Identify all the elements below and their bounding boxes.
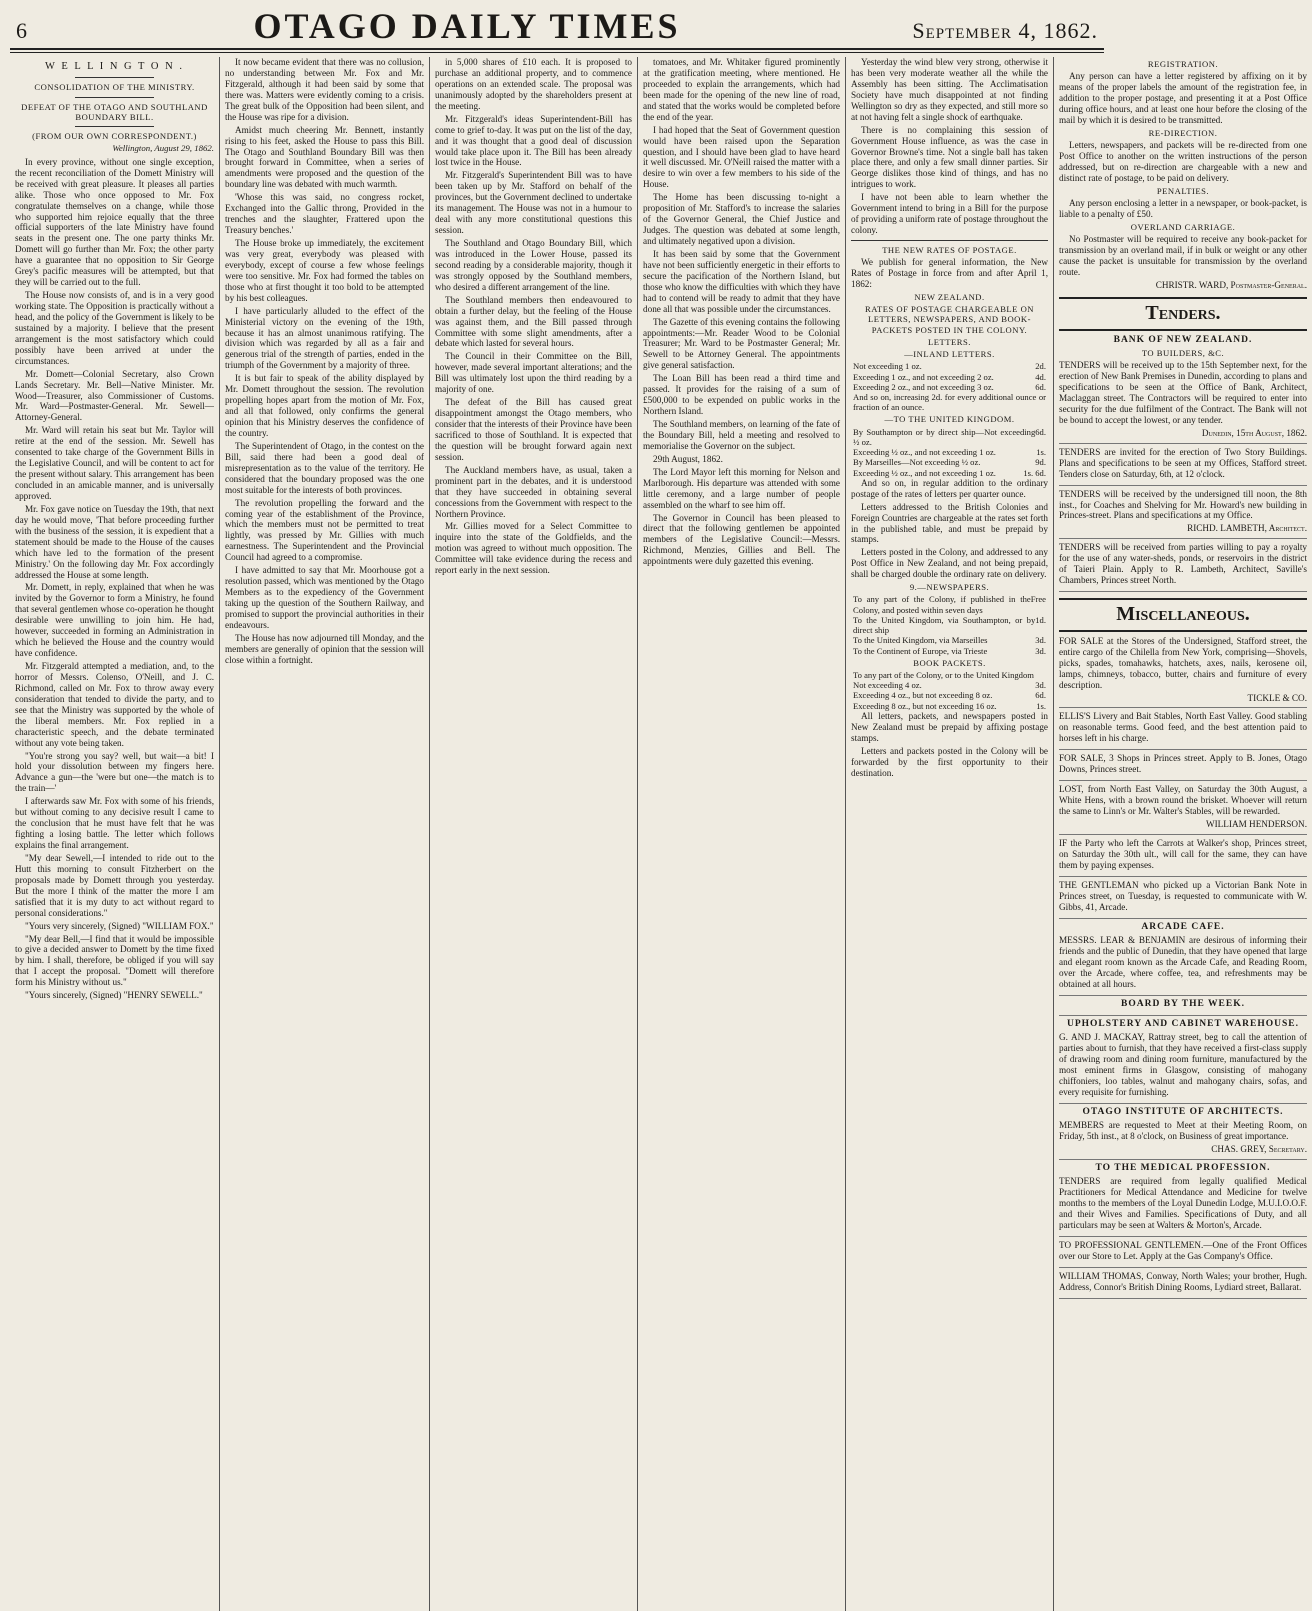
rate-row [851, 594, 1048, 614]
ad-title: BOARD BY THE WEEK. [1121, 998, 1245, 1009]
tender-signer: Dunedin, 15th August, 1862. [1201, 427, 1307, 438]
rate-value: 6d. [1035, 381, 1046, 392]
article-paragraph: In every province, without one single exception, the recent reconciliation of the Domett Ministry will be received with great pleasure. It pleases all parties alike. Those who once opposed to Mr. Fox congratulate themselves on a change, while those who supported him rejoice equally that the three official supporters of the late Ministry have found seats in the present one. The one party thinks Mr. Domett will go further than Mr. Fox; the other party have a guarantee that no opposition to Sir George Grey's pacific measures will be attempted, but that they will be carried out to the full. [15, 156, 214, 288]
tender-text: TENDERS are invited for the erection of Two Story Buildings. Plans and specifications to be seen at my Offices, Stafford street. Tenders close on Saturday, 6th, at 12 o'clock. [1059, 446, 1307, 479]
article-paragraph: 'Whose this was said, no congress rocket, Exchanged into the Gallic throng, Provided in the trenches and the slaughter, Frattered upon the Treasury benches.' [225, 192, 424, 236]
article-paragraph: Mr. Domett—Colonial Secretary, also Crown Lands Secretary. Mr. Bell—Native Minister. Mr. Wood—Treasurer, also Commissioner of Customs. Mr. Ward—Postmaster-General. Mr. Sewell—Attorney-General. [15, 368, 214, 423]
issue-date: September 4, 1862. [912, 18, 1098, 43]
masthead [10, 0, 1104, 50]
postage-paragraph: All letters, packets, and newspapers posted in New Zealand must be prepaid by affixing postage stamps. [851, 710, 1048, 743]
postage-inland-heading: —INLAND LETTERS. [904, 349, 995, 360]
article-paragraph: Mr. Fitzgerald attempted a mediation, and, to the horror of Messrs. Colenso, O'Neill, and J. C. Richmond, called on Mr. Fox to throw away every consideration that tended to divide the party, and to see that the Ministry was supported by the whole of the liberal members. Mr. Fox replied in a characteristic speech, and the debate terminated without any vote being taken. [15, 661, 214, 748]
article-paragraph: I have not been able to learn whether the Government intend to bring in a Bill for the purpose of providing a uniform rate of postage throughout the colony. [851, 192, 1048, 236]
article-paragraph: I have admitted to say that Mr. Moorhouse got a resolution passed, which was mentioned by the Otago Members as to the expediency of the Government taking up the question of the Southern Railway, and promised to support the provincial authorities in their endeavours. [225, 565, 424, 630]
column-1 [10, 57, 220, 1611]
wellington-article-body [15, 157, 214, 1001]
tender-subtitle: TO BUILDERS, &C. [1141, 347, 1225, 358]
rate-value: 4d. [1035, 371, 1046, 382]
registration-heading: REGISTRATION. [1147, 59, 1219, 69]
tender-title: BANK OF NEW ZEALAND. [1113, 334, 1253, 345]
postage-paragraph: Letters and packets posted in the Colony will be forwarded by the first opportunity to their destination. [851, 745, 1048, 778]
tender-ad [1059, 447, 1307, 486]
classified-ad [1059, 1019, 1307, 1104]
classified-ad [1059, 1271, 1307, 1299]
ad-text: FOR SALE, 3 Shops in Princes street. Apply to B. Jones, Otago Downs, Princes street. [1059, 753, 1307, 775]
postage-heading: THE NEW RATES OF POSTAGE. [882, 245, 1017, 255]
article-paragraph: The defeat of the Bill has caused great disappointment amongst the Otago members, who consider that the interests of their Province have been sacrificed to those of Southland. It is expected that the question will be brought forward again next session. [435, 397, 632, 462]
rate-label: Exceeding ½ oz., and not exceeding 1 oz. [853, 447, 996, 458]
article-paragraph: The Loan Bill has been read a third time and passed. It provides for the raising of a sum of £500,000 to be expended on public works in the Northern Island. [643, 373, 840, 417]
article-paragraph: The House has now adjourned till Monday, and the members are generally of opinion that the session will close within a fortnight. [225, 632, 425, 665]
ad-text: TO PROFESSIONAL GENTLEMEN.—One of the Front Offices over our Store to Let. Apply at the Gas Company's Office. [1059, 1239, 1307, 1261]
article-paragraph: 29th August, 1862. [653, 453, 723, 464]
classified-ad [1059, 922, 1307, 996]
rate-value: 1s. 6d. [1023, 467, 1046, 478]
article-paragraph: Mr. Ward will retain his seat but Mr. Taylor will retire at the end of the session. Mr. Sewell has consented to take charge of the Government Bills in the Legislative Council, and will be content to act for the present without salary. This arrangement has been concluded in an amicable manner, and is universally approved. [15, 425, 214, 501]
article-paragraph: I afterwards saw Mr. Fox with some of his friends, but without coming to any decisive result I came to the conclusion that he must have felt that he was fighting a losing battle. The letter which follows explains the final arrangement. [15, 796, 214, 850]
tender-ad [1059, 335, 1307, 444]
registration-paragraph: Any person can have a letter registered by affixing on it by means of the proper labels the amount of the registration fee, in addition to the proper postage, and presenting it at a Post Office during office hours, and at least one hour before the closing of the mail by which it is desired to be transmitted. [1059, 71, 1307, 125]
rate-value: 9d. [1035, 457, 1046, 468]
classified-ad [1059, 1240, 1307, 1268]
article-paragraph: The Superintendent of Otago, in the contest on the Bill, said there had been a good deal of misrepresentation as to the value of the territory. He considered that the boundary proposed was the one most suitable for the interests of both provinces. [225, 440, 424, 495]
classified-ad [1059, 838, 1307, 877]
classified-ad [1059, 711, 1307, 750]
article-paragraph: Amidst much cheering Mr. Bennett, instantly rising to his feet, asked the House to pass this Bill. The Otago and Southland Boundary Bill was then brought forward in Committee, when a series of amendments were proposed and the question of the boundary line was debated with much warmth. [225, 124, 424, 190]
rate-label: To the United Kingdom, via Marseilles [853, 635, 988, 646]
rate-value: 6d. [1035, 426, 1046, 437]
article-paragraph: tomatoes, and Mr. Whitaker figured prominently at the gratification meeting, where mentioned. He proceeded to explain the arrangements, which had been made for the opening of the new line of road, and stated that the works would be completed before the end of the year. [643, 57, 840, 122]
article-paragraph: It is but fair to speak of the ability displayed by Mr. Domett throughout the session. The revolution propelling hopes apart from the motion of Mr. Fox, and all that followed, only confirms the general opinion that his Ministry deserves the confidence of the country. [225, 373, 424, 438]
tender-text: TENDERS will be received up to the 15th September next, for the erection of New Bank Premises in Dunedin, according to plans and specifications to be seen at the Office of Bank, Architect, Maclaggan street. The Contractors will be required to enter into security for the due fulfilment of the Contract. The Bank will not be bound to accept the lowest, or any tender. [1059, 360, 1307, 425]
wellington-source: (FROM OUR OWN CORRESPONDENT.) [32, 131, 197, 142]
article-paragraph: Mr. Fitzgerald's Superintendent Bill was to have been taken up by Mr. Stafford on behalf of the provinces, but the Government declined to undertake its management. The House was not in a humour to deal with any more constitutional questions this session. [435, 170, 632, 236]
penalties-heading: PENALTIES. [1156, 185, 1210, 196]
article-paragraph: Yesterday the wind blew very strong, otherwise it has been very moderate weather all the while the Assembly has been sitting. The Acclimatisation Society have much disappointed at not finding Wellington so dry as they expected, and still more so at not having felt a single shock of earthquake. [851, 57, 1048, 122]
postage-paragraph: Letters addressed to the British Colonies and Foreign Countries are chargeable at the rates set forth in the published table, and must be prepaid by stamps. [851, 501, 1048, 545]
rate-value: 2d. [1035, 361, 1046, 372]
book-packets-heading: BOOK PACKETS. [913, 657, 986, 668]
rate-label: Exceeding 2 oz., and not exceeding 3 oz. [853, 381, 994, 392]
miscellaneous-list [1059, 636, 1307, 1299]
weather-article-body [851, 57, 1048, 236]
postage-title-1: NEW ZEALAND. [914, 292, 985, 303]
ad-text: G. AND J. MACKAY, Rattray street, beg to call the attention of parties about to furnish, that they have received a first-class supply of drawing room and dining room furniture, manufactured by the most eminent firms in Glasgow, consisting of mahogany chiffoniers, loo tables, walnut and mahogany chairs, sofas, and every requisite for furnishing. [1059, 1032, 1307, 1097]
divider [75, 97, 155, 98]
redirection-heading: RE-DIRECTION. [1148, 127, 1218, 138]
ad-title: ARCADE CAFE. [1141, 921, 1225, 932]
ad-signer: WILLIAM HENDERSON. [1205, 818, 1307, 829]
divider [75, 126, 155, 127]
classified-ad [1059, 636, 1307, 709]
postage-uk-heading: —TO THE UNITED KINGDOM. [884, 414, 1015, 425]
tender-ad [1059, 542, 1307, 592]
article-paragraph: The Auckland members have, as usual, taken a prominent part in the debates, and it is understood that they have succeeded in obtaining several concessions from the Government with respect to the Northern Province. [435, 464, 632, 519]
article-paragraph: in 5,000 shares of £10 each. It is proposed to purchase an additional property, and to commence operations on an extended scale. The proposal was unanimously adopted by the shareholders present at the meeting. [435, 57, 632, 111]
ad-text: FOR SALE at the Stores of the Undersigned, Stafford street, the entire cargo of the Chilella from New York, comprising—Shovels, picks, spades, tomahawks, hatchets, axes, nails, kerosene oil, lamps, chimneys, tobacco, butter, chairs and furniture of every description. [1059, 635, 1307, 690]
columns [10, 57, 1307, 1611]
article-paragraph: The Southland and Otago Boundary Bill, which was introduced in the Lower House, passed its second reading by a considerable majority, though it was strongly opposed by the Southland members, who desired a different arrangement of the line. [435, 238, 632, 292]
rate-label: By Southampton or by direct ship—Not exceeding ½ oz. [853, 426, 1036, 447]
rate-row [851, 635, 1048, 645]
article-paragraph: Mr. Fitzgerald's ideas Superintendent-Bill has come to grief to-day. It was put on the list of the day, and it was thought that a good deal of discussion would take place upon it. The Bill has been already lost twice in the House. [435, 113, 632, 168]
article-paragraph: "My dear Sewell,—I intended to ride out to the Hutt this morning to consult Fitzherbert on the proposals made by Domett through you yesterday. But the more I think of the matter the more I am satisfied that it is my duty to act without regard to personal considerations." [15, 852, 214, 918]
rate-value: Free [1030, 594, 1046, 605]
redirection-paragraph: Letters, newspapers, and packets will be re-directed from one Post Office to another on the written instructions of the person addressed, but on re-direction are chargeable with a new and distinct rate of postage, to be paid on delivery. [1059, 140, 1307, 183]
rate-value: 3d. [1035, 680, 1046, 691]
boundary-article-body [225, 57, 424, 666]
ad-text: TENDERS are required from legally qualified Medical Practitioners for Medical Attendance and Medicine for twelve months to the members of the Loyal Dunedin Lodge, M.U.I.O.O.F. and their Wives and Families. Specifications of Duty, and all particulars may be seen at Walters & Morton's, Arcade. [1059, 1176, 1307, 1230]
overland-heading: OVERLAND CARRIAGE. [1130, 221, 1236, 232]
rate-label: To the Continent of Europe, via Trieste [853, 645, 988, 656]
article-paragraph: It now became evident that there was no collusion, no understanding between Mr. Fox and Mr. Fitzgerald, although it had been said by some that there was. Matters were evidently coming to a crisis. The great bulk of the Opposition had been silent, and the House was ripe for a division. [225, 57, 424, 122]
column-5 [846, 57, 1054, 1611]
tender-signer: RICHD. LAMBETH, Architect. [1187, 523, 1307, 534]
article-paragraph: The Gazette of this evening contains the following appointments:—Mr. Reader Wood to be Colonial Treasurer; Mr. Ward to be Postmaster General; Mr. Sewell to be Attorney General. The appointments give general satisfaction. [643, 316, 840, 371]
classified-ad [1059, 753, 1307, 781]
classified-ad [1059, 1163, 1307, 1237]
tender-ad [1059, 489, 1307, 540]
rate-row [851, 361, 1048, 371]
article-paragraph: The revolution propelling the forward and the coming year of the establishment of the Province, which the members must not be permitted to treat lightly, was pressed by Mr. Gillies with much earnestness. The Superintendent and the Provincial Council had agreed to a compromise. [225, 497, 424, 563]
article-paragraph: "You're strong you say? well, but wait—a bit! I hold your dissolution between my fingers here. Advance a gun—the 'were but one—the match is to the train—' [15, 750, 214, 794]
penalties-paragraph: Any person enclosing a letter in a newspaper, or book-packet, is liable to a penalty of £50. [1059, 198, 1307, 220]
rate-row [851, 468, 1048, 478]
rate-label: To any part of the Colony, or to the United Kingdom [853, 669, 1034, 680]
rate-value: 1s. [1036, 447, 1046, 458]
article-paragraph: The Governor in Council has been pleased to direct that the following gentlemen be appointed members of the Legislative Council:—Messrs. Richmond, Menzies, Gillies and Bell. The appointments were duly gazetted this evening. [643, 512, 840, 567]
rate-row [851, 701, 1048, 711]
wellington-subheading-1: CONSOLIDATION OF THE MINISTRY. [34, 82, 195, 93]
divider [851, 240, 1048, 241]
rate-row [851, 447, 1048, 457]
column-3 [430, 57, 638, 1611]
divider [75, 77, 155, 78]
rate-value: 1s. [1036, 700, 1046, 711]
rate-label: Exceeding 8 oz., but not exceeding 16 oz. [853, 700, 997, 711]
wellington-heading: W E L L I N G T O N . [45, 61, 184, 72]
postage-paragraph: Letters posted in the Colony, and addressed to any Post Office in New Zealand, and not being prepaid, shall be charged double the ordinary rate on delivery. [851, 547, 1048, 580]
rate-value: 6d. [1035, 690, 1046, 701]
rate-value: 3d. [1035, 645, 1046, 656]
rate-label: Not exceeding 1 oz. [853, 361, 922, 372]
rate-label: To any part of the Colony, if published in the Colony, and posted within seven days [853, 594, 1031, 615]
rate-row [851, 680, 1048, 690]
column-6 [1054, 57, 1312, 1611]
rate-row [851, 382, 1048, 392]
article-paragraph: "Yours sincerely, (Signed) "HENRY SEWELL." [25, 990, 203, 1001]
rate-value: 3d. [1035, 635, 1046, 646]
classified-ad [1059, 1107, 1307, 1160]
column-4 [638, 57, 846, 1611]
ad-text: WILLIAM THOMAS, Conway, North Wales; your brother, Hugh. Address, Connor's British Dining Rooms, Lydiard street, Ballarat. [1059, 1270, 1307, 1292]
article-paragraph: The Council in their Committee on the Bill, however, made several important alterations; and the Bill was ultimately lost upon the third reading by a majority of one. [435, 351, 632, 395]
postage-paragraph: And so on, in regular addition to the ordinary postage of the rates of letters per quarter ounce. [851, 477, 1048, 499]
wellington-dateline: Wellington, August 29, 1862. [112, 143, 214, 154]
rate-row [851, 690, 1048, 700]
rate-row [851, 670, 1048, 680]
article-paragraph: The Southland members, on learning of the fate of the Boundary Bill, held a meeting and resolved to memorialise the Governor on the subject. [643, 419, 840, 451]
postage-rates-table [851, 361, 1048, 412]
article-paragraph: Mr. Fox gave notice on Tuesday the 19th, that next day he would move, 'That before proceeding further with the business of the session, it is expedient that a statement should be made to the House of the causes which have led to the formation of the present Ministry.' On the following day Mr. Fox accordingly addressed the House at some length. [15, 503, 214, 580]
rate-label: Exceeding 4 oz., but not exceeding 8 oz. [853, 690, 993, 701]
wellington-subheading-2: DEFEAT OF THE OTAGO AND SOUTHLAND BOUNDARY BILL. [21, 101, 208, 122]
ad-signer: TICKLE & CO. [1247, 692, 1307, 703]
column-2 [220, 57, 430, 1611]
tender-text: TENDERS will be received from parties willing to pay a royalty for the use of any water-sheds, ponds, or reservoirs in the district of Taieri Plain. Apply to R. Lambeth, Architect, Saville's Chambers, Princes street North. [1059, 542, 1307, 586]
rate-row [851, 372, 1048, 382]
postage-paragraphs [851, 478, 1048, 580]
rate-row [851, 457, 1048, 467]
newspapers-heading: 9.—NEWSPAPERS. [909, 582, 990, 593]
article-paragraph: The Lord Mayor left this morning for Nelson and Marlborough. His departure was attended with some little ceremony, and a large number of people assembled on the wharf to see him off. [643, 466, 840, 510]
newspaper-rates-table [851, 594, 1048, 655]
ad-title: OTAGO INSTITUTE OF ARCHITECTS. [1082, 1106, 1284, 1117]
newspaper-title: OTAGO DAILY TIMES [253, 6, 681, 46]
ad-text: LOST, from North East Valley, on Saturday the 30th August, a White Hens, with a brown round the brisket. Whoever will return the same to Linn's or Mr. Walter's Stables, will be rewarded. [1059, 784, 1307, 817]
rate-label: Exceeding 1 oz., and not exceeding 2 oz. [853, 371, 994, 382]
article-paragraph: I had hoped that the Seat of Government question would have been raised upon the Separation question, and I should have been glad to have heard it well discussed. Mr. O'Neill raised the matter with a desire to win over a few members to his side of the House. [643, 124, 840, 190]
article-paragraph: I have particularly alluded to the effect of the Ministerial victory on the evening of the 19th, because it has an almost unanimous ratifying. The division which was regarded by all as a fair and generous trial of the strength of parties, ended in the triumph of the Government by a majority of three. [225, 305, 424, 371]
rate-label: By Marseilles—Not exceeding ½ oz. [853, 457, 981, 468]
ad-signer: CHAS. GREY, Secretary. [1211, 1143, 1307, 1154]
rate-row [851, 646, 1048, 656]
article-paragraph: The Southland members then endeavoured to obtain a further delay, but the feeling of the House was against them, and the Bill passed through Committee with some slight amendments, after a debate which lasted for several hours. [435, 294, 632, 349]
article-paragraph: The Home has been discussing to-night a proposition of Mr. Stafford's to increase the salaries of the Governor General, the Chief Justice and Judges. The question was debated at some length, and ultimately negatived upon a division. [643, 192, 840, 246]
rate-label: Exceeding ½ oz., and not exceeding 1 oz. [853, 467, 996, 478]
article-paragraph: Mr. Domett, in reply, explained that when he was invited by the Governor to form a Ministry, he found that several gentlemen whose co-operation he thought desirable were unwilling to join him. He had, however, succeeded in forming an Administration in which he believed the House and the country would have confidence. [15, 582, 214, 659]
rate-label: And so on, increasing 2d. for every additional ounce or fraction of an ounce. [853, 392, 1046, 413]
miscellaneous-heading: Miscellaneous. [1059, 598, 1307, 632]
ad-title: TO THE MEDICAL PROFESSION. [1095, 1162, 1271, 1173]
rate-row [851, 392, 1048, 412]
rate-label: Not exceeding 4 oz. [853, 680, 922, 691]
postage-title-2: RATES OF POSTAGE CHARGEABLE ON LETTERS, NEWSPAPERS, AND BOOK-PACKETS POSTED IN THE COLONY. [864, 304, 1034, 335]
postage-intro: We publish for general information, the New Rates of Postage in force from and after April 1, 1862: [851, 257, 1048, 290]
ad-text: IF the Party who left the Carrots at Walker's shop, Princes street, on Saturday the 30th ult., will call for the same, they can have them by paying expenses. [1059, 837, 1307, 870]
book-rates-table [851, 670, 1048, 711]
postage-closing-paragraphs [851, 711, 1048, 779]
masthead-rule [10, 52, 1104, 53]
article-paragraph: The House broke up immediately, the excitement was very great, everybody was pleased with everybody, except of course a few whose feelings were too sensitive. Mr. Fox had formed the tables on those who at first thought it too bold to be attempted by his best colleagues. [225, 238, 424, 303]
tenders-heading: Tenders. [1059, 297, 1307, 331]
rate-row [851, 615, 1048, 635]
ad-text: THE GENTLEMAN who picked up a Victorian Bank Note in Princes street, on Tuesday, is requested to communicate with W. Gibbs, 41, Arcade. [1059, 879, 1307, 912]
postage-uk-rates-table [851, 427, 1048, 478]
classified-ad [1059, 880, 1307, 919]
ad-text: ELLIS'S Livery and Bait Stables, North East Valley. Good stabling on reasonable terms. Good feed, and the best attention paid to horses left in his charge. [1059, 711, 1307, 744]
postage-letters-heading: LETTERS. [928, 336, 971, 347]
page-number: 6 [16, 18, 27, 43]
rate-label: To the United Kingdom, via Southampton, or by direct ship [853, 614, 1036, 636]
article-paragraph: It has been said by some that the Government have not been sufficiently energetic in their efforts to secure the pacification of the Northern Island, but those who know the difficulties with which they have had to contend will be ready to admit that they have done all that was possible under the circumstances. [643, 248, 840, 314]
postmaster-signature: CHRISTR. WARD, Postmaster-General. [1155, 279, 1307, 290]
tenders-list [1059, 335, 1307, 592]
tender-text: TENDERS will be received by the undersigned till noon, the 8th inst., for Coaches and Shelving for Mr. Howard's new building in Princes-street. Plans and specifications at my Office. [1059, 488, 1307, 521]
auckland-article-body [643, 57, 840, 567]
article-paragraph: "Yours very sincerely, (Signed) "WILLIAM FOX." [25, 920, 214, 931]
ad-text: MEMBERS are requested to Meet at their Meeting Room, on Friday, 5th inst., at 8 o'clock, on Business of great importance. [1059, 1120, 1307, 1141]
rate-value: 1d. [1035, 614, 1046, 625]
classified-ad [1059, 784, 1307, 835]
article-paragraph: The House now consists of, and is in a very good working state. The Opposition is practically without a head, and the policy of the Government is likely to be sustained by a majority. I believe that the present arrangement is the most satisfactory which could possibly have been arrived at under the circumstances. [15, 290, 214, 366]
ad-text: MESSRS. LEAR & BENJAMIN are desirous of informing their friends and the public of Dunedin, that they have opened that large and elegant room known as the Arcade Cafe, and Reading Room, over the Arcade, where coffee, tea, and refreshments may be obtained at all hours. [1059, 934, 1307, 989]
rate-row [851, 427, 1048, 447]
article-paragraph: "My dear Bell,—I find that it would be impossible to give a decided answer to Domett by the time fixed by him. I shall, therefore, be obliged if you will say that I accept the proposal. "Domett will therefore form his Ministry without us." [15, 933, 214, 988]
council-article-body [435, 57, 632, 576]
article-paragraph: There is no complaining this session of Government House influence, as was the case in Governor Browne's time. Not a single ball has taken place there, and only a few small dinner parties. Sir George dislikes those kind of things, and has no intrigues to work. [851, 124, 1048, 190]
article-paragraph: Mr. Gillies moved for a Select Committee to inquire into the state of the Goldfields, and the motion was agreed to without much opposition. The Committee will take evidence during the recess and report early in the next session. [435, 521, 632, 576]
classified-ad [1059, 999, 1307, 1016]
overland-paragraph: No Postmaster will be required to receive any book-packet for transmission by an overland mail, if in bulk or weight or any other cause the packet is unsuitable for transmission by the overland route. [1059, 234, 1307, 277]
ad-title: UPHOLSTERY AND CABINET WAREHOUSE. [1066, 1018, 1300, 1029]
